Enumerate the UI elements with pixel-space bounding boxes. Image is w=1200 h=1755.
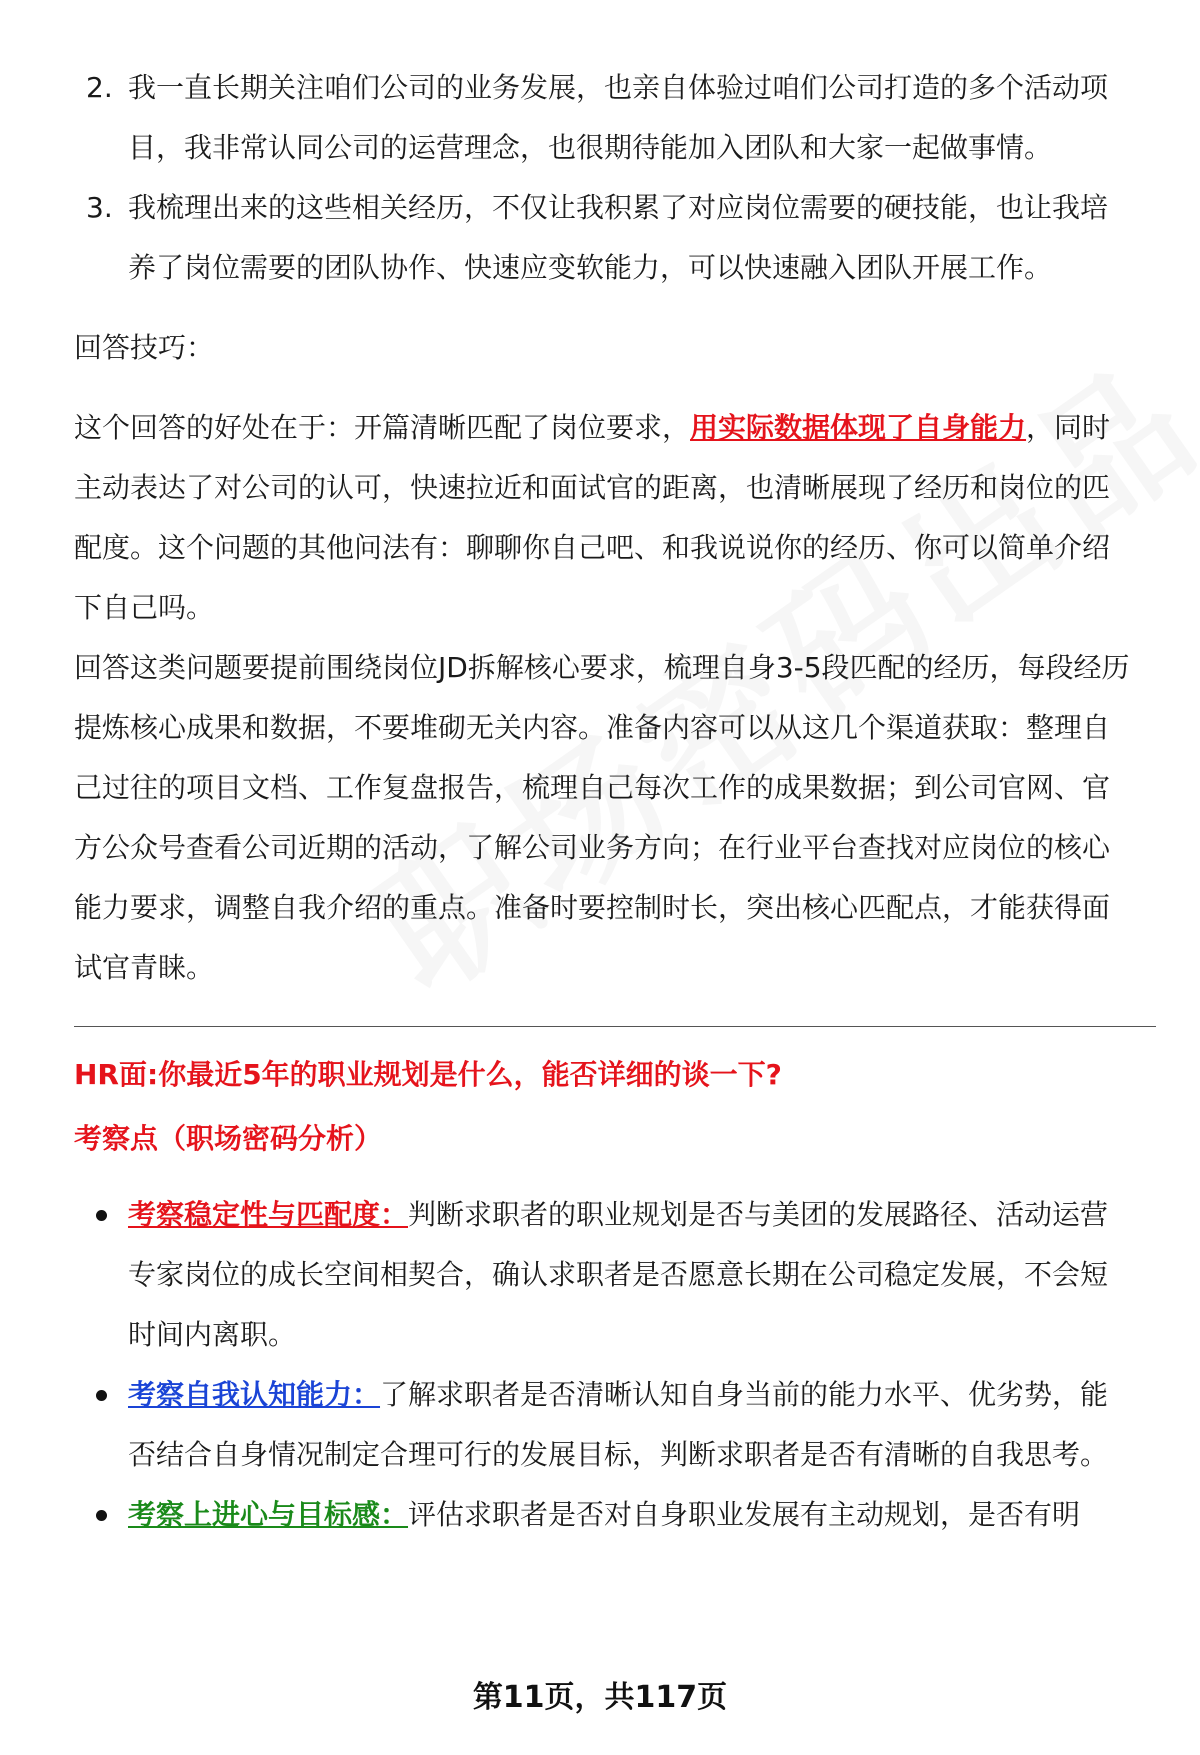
bullet-text: 判断求职者的职业规划是否与美团的发展路径、活动运营专家岗位的成长空间相契合，确认求职者是否愿意长期在公司稳定发展，不会短时间内离职。 <box>128 1198 1109 1351</box>
bullet-text: 评估求职者是否对自身职业发展有主动规划，是否有明 <box>408 1498 1081 1531</box>
analysis-heading: 考察点（职场密码分析） <box>74 1122 383 1155</box>
tips-highlight: 用实际数据体现了自身能力 <box>690 411 1027 444</box>
document-body <box>74 58 1134 1545</box>
list-number: 2. <box>86 71 113 104</box>
bullet-dot-icon <box>96 1210 107 1221</box>
list-item <box>74 178 1134 298</box>
list-item-text: 我一直长期关注咱们公司的业务发展，也亲自体验过咱们公司打造的多个活动项目，我非常认同公司的运营理念，也很期待能加入团队和大家一起做事情。 <box>128 71 1109 164</box>
tips-paragraph <box>74 398 1134 638</box>
divider <box>74 1026 1156 1027</box>
bullet-dot-icon <box>96 1510 107 1521</box>
tips-paragraph-2: 回答这类问题要提前围绕岗位JD拆解核心要求，梳理自身3-5段匹配的经历，每段经历提炼核心成果和数据，不要堆砌无关内容。准备内容可以从这几个渠道获取：整理自己过往的项目文档、工作复盘报告，梳理自己每次工作的成果数据；到公司官网、官方公众号查看公司近期的活动，了解公司业务方向；在行业平台查找对应岗位的核心能力要求，调整自我介绍的重点。准备时要控制时长，突出核心匹配点，才能获得面试官青睐。 <box>74 651 1130 984</box>
list-number: 3. <box>86 191 113 224</box>
page-footer: 第11页，共117页 <box>472 1680 728 1715</box>
list-item <box>74 58 1134 178</box>
bullet-item <box>74 1365 1134 1485</box>
tips-text-before: 这个回答的好处在于：开篇清晰匹配了岗位要求， <box>74 411 691 444</box>
bullet-label: 考察稳定性与匹配度： <box>128 1198 409 1231</box>
bullet-label: 考察自我认知能力： <box>128 1378 381 1411</box>
bullet-dot-icon <box>96 1390 107 1401</box>
bullet-item <box>74 1185 1134 1365</box>
tips-text-after: ，同时主动表达了对公司的认可，快速拉近和面试官的距离，也清晰展现了经历和岗位的匹配度。这个问题的其他问法有：聊聊你自己吧、和我说说你的经历、你可以简单介绍下自己吗。 <box>74 411 1111 624</box>
bullet-text: 了解求职者是否清晰认知自身当前的能力水平、优劣势，能否结合自身情况制定合理可行的发展目标，判断求职者是否有清晰的自我思考。 <box>128 1378 1109 1471</box>
list-item-text: 我梳理出来的这些相关经历，不仅让我积累了对应岗位需要的硬技能，也让我培养了岗位需要的团队协作、快速应变软能力，可以快速融入团队开展工作。 <box>128 191 1109 284</box>
bullet-label: 考察上进心与目标感： <box>128 1498 409 1531</box>
bullet-item <box>74 1485 1134 1545</box>
question-heading: HR面:你最近5年的职业规划是什么，能否详细的谈一下? <box>74 1058 782 1091</box>
tips-heading: 回答技巧： <box>74 331 215 364</box>
